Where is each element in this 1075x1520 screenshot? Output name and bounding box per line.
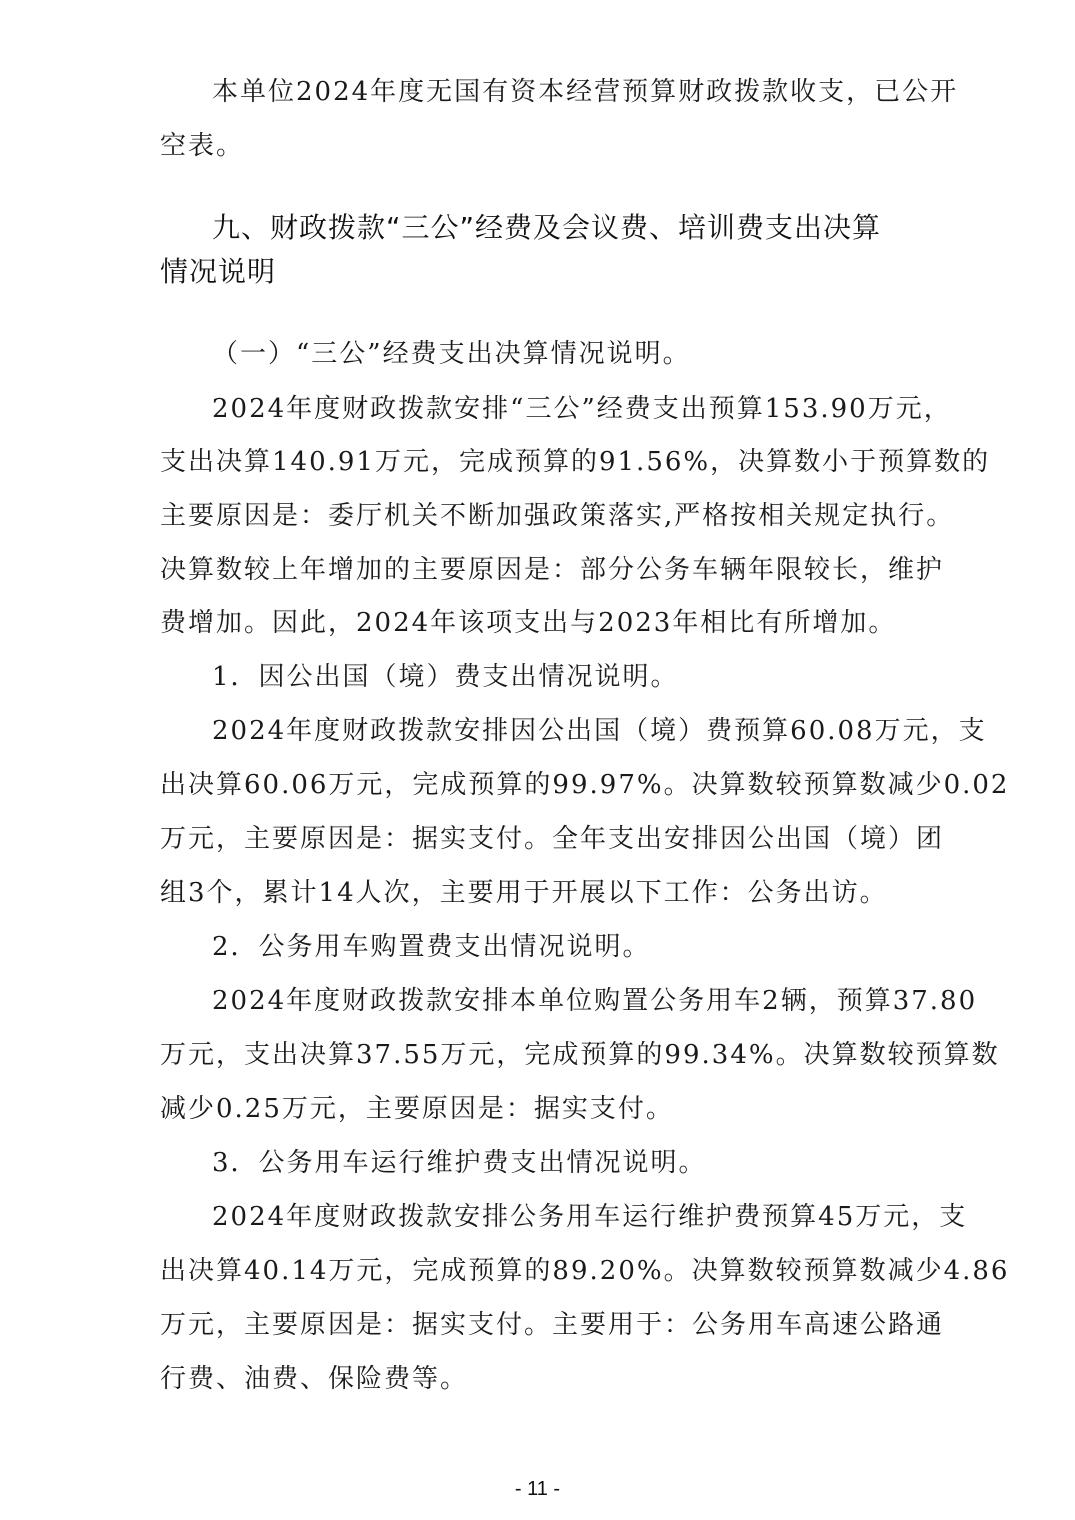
item1-title: 1．因公出国（境）费支出情况说明。 [212,662,679,692]
item3-title: 3．公务用车运行维护费支出情况说明。 [212,1148,707,1178]
summary-line-2: 支出决算140.91万元，完成预算的91.56%，决算数小于预算数的 [160,447,991,477]
item3-line-2: 出决算40.14万元，完成预算的89.20%。决算数较预算数减少4.86 [160,1256,1010,1286]
item1-line-2: 出决算60.06万元，完成预算的99.97%。决算数较预算数减少0.02 [160,770,1010,800]
item1-line-1: 2024年度财政拨款安排因公出国（境）费预算60.08万元，支 [212,716,987,746]
item3-line-4: 行费、油费、保险费等。 [160,1364,469,1394]
item1-line-4: 组3个，累计14人次，主要用于开展以下工作：公务出访。 [160,878,888,908]
summary-line-1: 2024年度财政拨款安排“三公”经费支出预算153.90万元， [212,394,952,424]
summary-line-5: 费增加。因此，2024年该项支出与2023年相比有所增加。 [160,608,897,638]
intro-line-1: 本单位2024年度无国有资本经营预算财政拨款收支，已公开 [212,77,959,107]
summary-line-3: 主要原因是：委厅机关不断加强政策落实,严格按相关规定执行。 [160,501,955,531]
summary-line-4: 决算数较上年增加的主要原因是：部分公务车辆年限较长，维护 [160,555,945,585]
item2-title: 2．公务用车购置费支出情况说明。 [212,932,651,962]
item3-line-1: 2024年度财政拨款安排公务用车运行维护费预算45万元，支 [212,1202,968,1232]
item2-line-1: 2024年度财政拨款安排本单位购置公务用车2辆，预算37.80 [212,986,978,1016]
intro-line-2: 空表。 [160,131,245,161]
item1-line-3: 万元，主要原因是：据实支付。全年支出安排因公出国（境）团 [160,824,945,854]
page-number: - 11 - [514,1478,561,1500]
section-heading-line-2: 情况说明 [160,255,277,288]
item2-line-2: 万元，支出决算37.55万元，完成预算的99.34%。决算数较预算数 [160,1040,1000,1070]
item3-line-3: 万元，主要原因是：据实支付。主要用于：公务用车高速公路通 [160,1310,945,1340]
item2-line-3: 减少0.25万元，主要原因是：据实支付。 [160,1094,674,1124]
sub-heading: （一）“三公”经费支出决算情况说明。 [212,339,691,369]
section-heading-line-1: 九、财政拨款“三公”经费及会议费、培训费支出决算 [212,211,882,244]
